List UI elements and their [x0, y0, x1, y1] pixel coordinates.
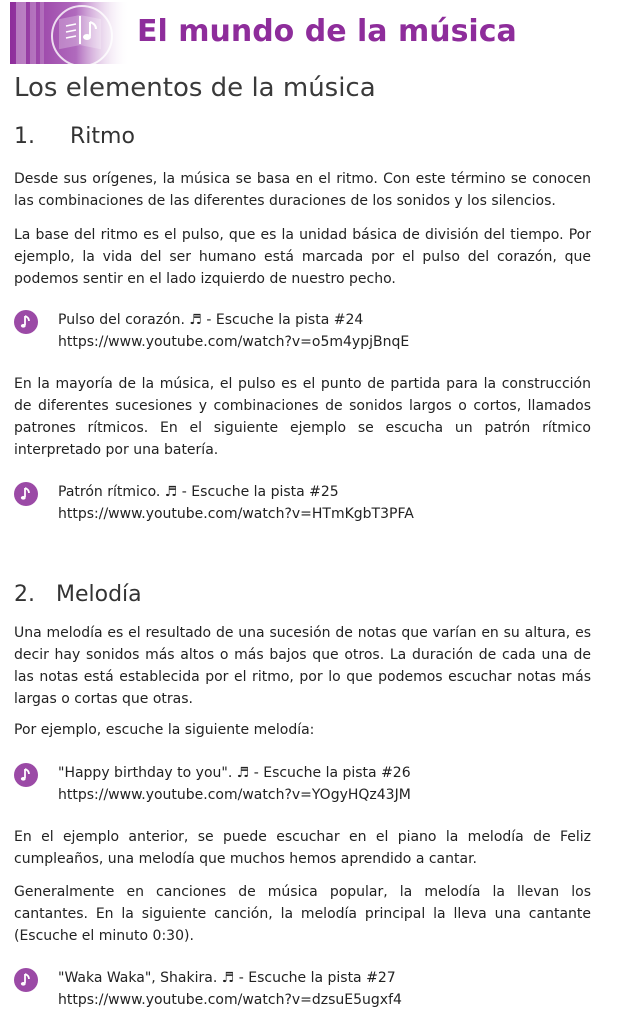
track-item	[14, 309, 614, 355]
paragraph: La base del ritmo es el pulso, que es la unidad básica de división del tiempo. Por ejemplo, la vida del ser humano está marcada por el pulso del corazón, que podemos sentir en el lado izquierdo de nuestro pecho.	[14, 227, 591, 287]
section-title: Ritmo	[70, 124, 135, 149]
paragraph: En el ejemplo anterior, se puede escuchar en el piano la melodía de Feliz cumpleaños, una melodía que muchos hemos aprendido a cantar.	[14, 829, 591, 867]
track-label: Patrón rítmico. ♬ - Escuche la pista #25	[58, 484, 339, 500]
paragraph: Desde sus orígenes, la música se basa en el ritmo. Con este término se conocen las combinaciones de las diferentes duraciones de los sonidos y los silencios.	[14, 171, 591, 209]
track-item	[14, 967, 614, 1013]
track-link[interactable]: https://www.youtube.com/watch?v=dzsuE5ugxf4	[58, 992, 402, 1008]
track-link[interactable]: https://www.youtube.com/watch?v=YOgyHQz43JM	[58, 787, 411, 803]
music-note-icon	[14, 763, 38, 787]
track-link[interactable]: https://www.youtube.com/watch?v=HTmKgbT3PFA	[58, 506, 414, 522]
section-title: Melodía	[56, 582, 142, 607]
section-number: 1.	[14, 124, 35, 149]
music-note-icon	[14, 968, 38, 992]
track-item	[14, 481, 614, 527]
track-label: Pulso del corazón. ♬ - Escuche la pista #24	[58, 312, 364, 328]
page-header	[0, 0, 641, 74]
music-book-icon	[10, 2, 130, 64]
track-item	[14, 762, 614, 808]
track-label: "Happy birthday to you". ♬ - Escuche la pista #26	[58, 765, 411, 781]
section-number: 2.	[14, 582, 35, 607]
paragraph: Por ejemplo, escuche la siguiente melodía:	[14, 722, 315, 738]
music-note-icon	[14, 310, 38, 334]
page-title: Los elementos de la música	[14, 73, 376, 103]
section-heading-melodia	[14, 582, 142, 607]
paragraph: En la mayoría de la música, el pulso es el punto de partida para la construcción de diferentes sucesiones y combinaciones de sonidos largos o cortos, llamados patrones rítmicos. En el siguiente ejemplo se escucha un patrón rítmico interpretado por una batería.	[14, 376, 591, 458]
paragraph: Generalmente en canciones de música popular, la melodía la llevan los cantantes. En la siguiente canción, la melodía principal la lleva una cantante (Escuche el minuto 0:30).	[14, 884, 591, 944]
book-title: El mundo de la música	[137, 14, 517, 49]
track-label: "Waka Waka", Shakira. ♬ - Escuche la pista #27	[58, 970, 396, 986]
music-note-icon	[14, 482, 38, 506]
section-heading-ritmo	[14, 124, 135, 149]
track-link[interactable]: https://www.youtube.com/watch?v=o5m4ypjBnqE	[58, 334, 410, 350]
paragraph: Una melodía es el resultado de una sucesión de notas que varían en su altura, es decir hay sonidos más altos o más bajos que otros. La duración de cada una de las notas está establecida por el ritmo, por lo que podemos escuchar notas más largas o cortas que otras.	[14, 625, 591, 707]
